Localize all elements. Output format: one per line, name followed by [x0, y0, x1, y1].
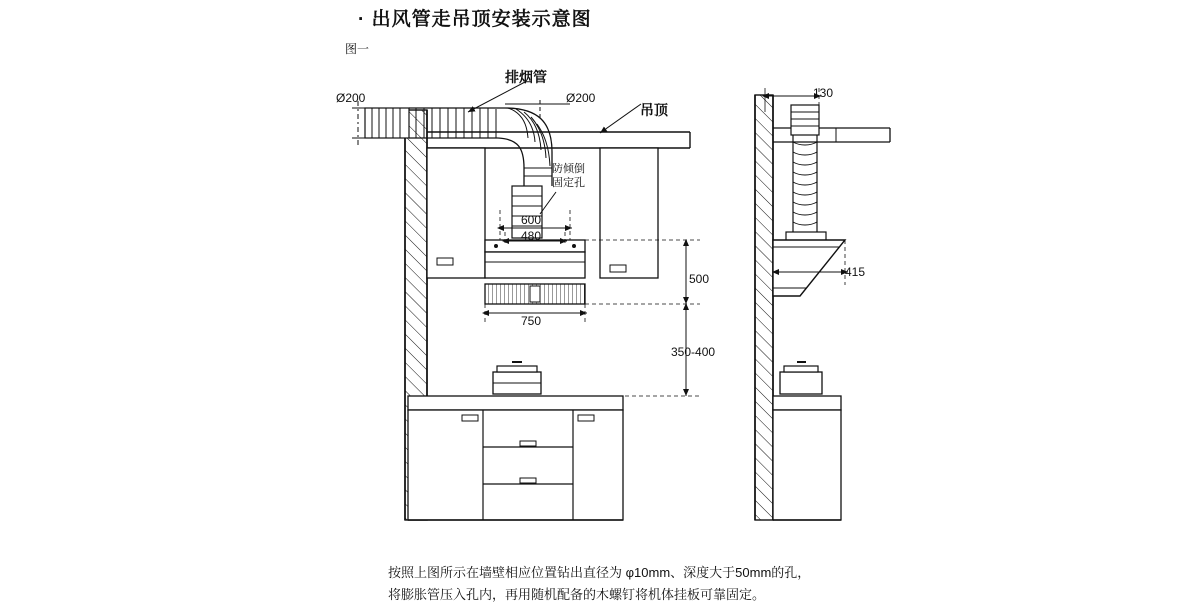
label-exhaust-pipe: 排烟管 — [505, 69, 547, 85]
dimension-diameter-left: Ø200 — [336, 91, 366, 105]
footnote-line-1: 按照上图所示在墙壁相应位置钻出直径为 φ10mm、深度大于50mm的孔， — [388, 565, 811, 580]
dimension-600: 600 — [521, 213, 542, 227]
dimension-diameter-top: Ø200 — [566, 91, 596, 105]
label-ceiling: 吊顶 — [640, 102, 668, 118]
label-anti-tip-hole-line2: 固定孔 — [552, 177, 585, 189]
dimension-750: 750 — [521, 314, 542, 328]
footnote-line-2: 将膨胀管压入孔内，再用随机配备的木螺钉将机体挂板可靠固定。 — [388, 587, 766, 602]
figure-label: 图一 — [345, 42, 370, 56]
page-title: · 出风管走吊顶安装示意图 — [358, 9, 592, 30]
dimension-130: 130 — [813, 86, 834, 100]
dimension-350-400: 350-400 — [671, 345, 716, 359]
dimension-500: 500 — [689, 272, 710, 286]
dimension-415: 415 — [845, 265, 866, 279]
dimension-480: 480 — [521, 229, 542, 243]
label-anti-tip-hole-line1: 防倾倒 — [552, 163, 585, 175]
